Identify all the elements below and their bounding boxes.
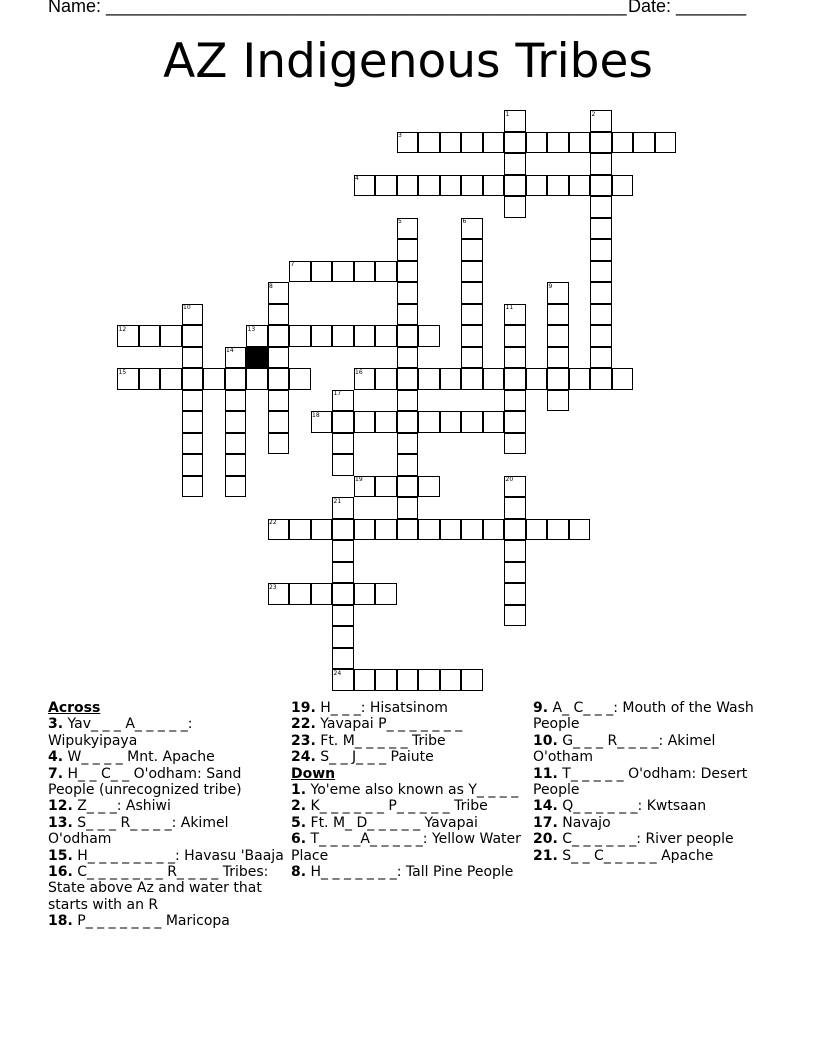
clue-text: C_ _ _ _ _ _ _ R_ _ _ _ Tribes: State above Az and water that starts with an R [48, 864, 269, 913]
grid-cell[interactable] [311, 261, 333, 283]
grid-cell[interactable] [569, 132, 591, 154]
clue-number: 6. [291, 831, 307, 848]
grid-cell[interactable] [526, 132, 548, 154]
grid-cell[interactable] [182, 347, 204, 369]
across-clue-7 [48, 766, 284, 799]
clue-text: W_ _ _ _ Mnt. Apache [63, 749, 215, 766]
grid-cell[interactable] [268, 347, 290, 369]
clue-number-11: 11 [505, 304, 514, 311]
clue-number-17: 17 [333, 390, 342, 397]
clue-text: Yavapai P_ _ _ _ _ _ _ [315, 716, 463, 733]
grid-cell[interactable] [332, 411, 354, 433]
grid-cell[interactable] [397, 433, 419, 455]
grid-cell[interactable] [246, 368, 268, 390]
across-clue-4 [48, 749, 284, 765]
grid-cell[interactable] [504, 562, 526, 584]
grid-cell[interactable] [397, 304, 419, 326]
grid-cell[interactable] [418, 325, 440, 347]
clue-number-7: 7 [290, 261, 295, 268]
grid-cell[interactable] [182, 433, 204, 455]
grid-cell[interactable] [590, 347, 612, 369]
clue-text: A_ C_ _ _: Mouth of the Wash People [533, 700, 754, 733]
grid-cell[interactable] [461, 411, 483, 433]
across-clue-15 [48, 848, 284, 864]
grid-cell[interactable] [182, 368, 204, 390]
grid-cell[interactable] [440, 368, 462, 390]
grid-cell[interactable] [354, 519, 376, 541]
clue-number-21: 21 [333, 497, 342, 505]
down-clue-9 [533, 700, 769, 733]
clue-number-8: 8 [269, 282, 273, 290]
grid-cell[interactable] [504, 583, 526, 605]
grid-cell[interactable] [440, 411, 462, 433]
grid-cell[interactable] [504, 325, 526, 347]
grid-cell[interactable] [418, 519, 440, 541]
grid-cell[interactable] [332, 454, 354, 476]
grid-cell[interactable] [397, 476, 419, 498]
grid-cell[interactable] [547, 325, 569, 347]
clue-number: 3. [48, 716, 64, 733]
grid-cell[interactable] [569, 368, 591, 390]
grid-cell[interactable] [225, 390, 247, 412]
grid-cell[interactable] [397, 325, 419, 347]
grid-cell[interactable] [289, 368, 311, 390]
clue-number-3: 3 [398, 132, 402, 139]
clue-number-19: 19 [355, 476, 363, 483]
clue-text: Q_ _ _ _ _ _: Kwtsaan [557, 798, 707, 815]
clue-text: Yo'eme also known as Y_ _ _ _ [306, 782, 519, 799]
grid-cell[interactable] [418, 175, 440, 197]
grid-cell[interactable] [504, 605, 526, 627]
down-clue-5 [291, 815, 527, 831]
grid-cell[interactable] [332, 540, 354, 562]
page-title: AZ Indigenous Tribes [163, 34, 653, 89]
grid-cell[interactable] [225, 433, 247, 455]
clue-number-18: 18 [312, 411, 320, 419]
grid-cell[interactable] [332, 626, 354, 648]
grid-cell[interactable] [182, 476, 204, 498]
clue-number: 20. [533, 831, 558, 848]
clue-text: Ft. M_ _ _ _ _ Tribe [315, 732, 446, 749]
clue-number-16: 16 [355, 368, 363, 376]
clue-text: K_ _ _ _ _ _ P_ _ _ _ _ Tribe [306, 798, 488, 815]
grid-cell[interactable] [375, 368, 397, 390]
grid-cell[interactable] [504, 347, 526, 369]
clue-text: S_ _ C_ _ _ _ _ Apache [557, 847, 714, 864]
grid-cell[interactable] [375, 583, 397, 605]
grid-cell[interactable] [397, 497, 419, 519]
grid-cell[interactable] [504, 153, 526, 175]
down-clue-1 [291, 782, 527, 798]
grid-cell[interactable] [397, 669, 419, 691]
clue-number-14: 14 [226, 347, 234, 354]
grid-cell[interactable] [354, 583, 376, 605]
grid-cell[interactable] [504, 196, 526, 218]
grid-cell[interactable] [504, 540, 526, 562]
grid-cell[interactable] [418, 476, 440, 498]
grid-cell[interactable] [461, 282, 483, 304]
clue-number-9: 9 [548, 282, 553, 290]
across-clue-3 [48, 716, 284, 749]
grid-cell[interactable] [461, 175, 483, 197]
grid-cell[interactable] [225, 368, 247, 390]
grid-cell[interactable] [397, 368, 419, 390]
grid-cell[interactable] [440, 669, 462, 691]
clue-number-6: 6 [462, 218, 467, 225]
grid-cell[interactable] [504, 368, 526, 390]
grid-cell[interactable] [182, 454, 204, 476]
across-clue-16 [48, 864, 284, 913]
clue-number-1: 1 [505, 110, 510, 118]
grid-cell[interactable] [160, 368, 182, 390]
down-clue-17 [533, 815, 769, 831]
across-clue-13 [48, 815, 284, 848]
clue-number: 7. [48, 765, 64, 782]
clue-text: Navajo [557, 814, 611, 831]
grid-cell[interactable] [225, 476, 247, 498]
grid-cell[interactable] [440, 175, 462, 197]
clue-number: 15. [48, 847, 73, 864]
grid-cell[interactable] [483, 368, 505, 390]
grid-cell[interactable] [268, 304, 290, 326]
clue-number-22: 22 [269, 519, 277, 526]
grid-cell[interactable] [311, 583, 333, 605]
grid-cell[interactable] [526, 175, 548, 197]
grid-cell[interactable] [139, 325, 161, 347]
grid-cell[interactable] [461, 325, 483, 347]
clue-number-15: 15 [118, 368, 127, 376]
clue-number: 17. [533, 814, 558, 831]
name-line[interactable]: Name: ____________________________________________________ [48, 0, 627, 16]
clues-column-2 [291, 700, 527, 880]
clue-text: S_ _ _ R_ _ _ _: Akimel O'odham [48, 814, 229, 848]
down-clue-8 [291, 864, 527, 880]
grid-cell[interactable] [590, 325, 612, 347]
grid-cell[interactable] [483, 519, 505, 541]
grid-cell[interactable] [354, 411, 376, 433]
grid-cell[interactable] [182, 390, 204, 412]
grid-cell[interactable] [526, 368, 548, 390]
grid-cell[interactable] [289, 325, 311, 347]
grid-cell[interactable] [311, 519, 333, 541]
clue-text: Ft. M_ D_ _ _ _ _ Yavapai [306, 814, 478, 831]
grid-cell[interactable] [182, 411, 204, 433]
grid-cell[interactable] [375, 175, 397, 197]
grid-cell[interactable] [461, 347, 483, 369]
grid-cell[interactable] [461, 669, 483, 691]
grid-cell[interactable] [504, 390, 526, 412]
grid-cell[interactable] [461, 132, 483, 154]
grid-cell[interactable] [375, 519, 397, 541]
clue-number: 8. [291, 864, 307, 881]
grid-cell[interactable] [332, 519, 354, 541]
grid-cell[interactable] [289, 519, 311, 541]
grid-cell[interactable] [397, 347, 419, 369]
grid-cell[interactable] [397, 519, 419, 541]
grid-cell[interactable] [590, 239, 612, 261]
down-clue-14 [533, 798, 769, 814]
clue-text: C_ _ _ _ _ _: River people [557, 831, 734, 848]
down-clue-2 [291, 798, 527, 814]
clue-number-4: 4 [355, 175, 359, 182]
grid-cell[interactable] [547, 347, 569, 369]
grid-cell[interactable] [504, 132, 526, 154]
clue-number: 22. [291, 716, 316, 733]
grid-cell[interactable] [440, 132, 462, 154]
clue-number-20: 20 [505, 476, 514, 483]
grid-cell[interactable] [461, 261, 483, 283]
down-clue-6 [291, 831, 527, 864]
clue-number-23: 23 [269, 583, 277, 591]
grid-cell[interactable] [418, 669, 440, 691]
across-clue-12 [48, 798, 284, 814]
grid-cell[interactable] [504, 411, 526, 433]
clue-number: 21. [533, 847, 558, 864]
grid-cell[interactable] [332, 648, 354, 670]
clue-number: 4. [48, 749, 64, 766]
grid-cell[interactable] [225, 454, 247, 476]
grid-cell[interactable] [590, 132, 612, 154]
grid-cell[interactable] [590, 368, 612, 390]
grid-cell[interactable] [160, 325, 182, 347]
grid-cell[interactable] [569, 175, 591, 197]
grid-cell[interactable] [418, 132, 440, 154]
grid-cell[interactable] [397, 261, 419, 283]
grid-cell[interactable] [311, 325, 333, 347]
date-line[interactable]: Date: _______ [628, 0, 747, 16]
across-clue-22 [291, 716, 527, 732]
clue-number-12: 12 [118, 325, 127, 333]
clue-number: 1. [291, 782, 307, 799]
grid-cell[interactable] [332, 325, 354, 347]
down-clue-10 [533, 733, 769, 766]
grid-cell[interactable] [354, 669, 376, 691]
clue-number: 16. [48, 864, 73, 881]
clue-number: 11. [533, 765, 558, 782]
clue-text: T_ _ _ _ _ O'odham: Desert People [533, 765, 748, 799]
clue-number-13: 13 [247, 325, 256, 333]
clue-number: 5. [291, 814, 307, 831]
clue-number: 19. [291, 700, 316, 716]
grid-cell[interactable] [397, 390, 419, 412]
grid-cell[interactable] [590, 304, 612, 326]
grid-cell[interactable] [547, 390, 569, 412]
clue-number: 13. [48, 814, 73, 831]
clue-text: H_ _ _ _ _ _ _: Tall Pine People [306, 864, 514, 881]
clue-text: Z_ _ _: Ashiwi [72, 798, 171, 815]
grid-cell[interactable] [332, 583, 354, 605]
grid-cell[interactable] [354, 261, 376, 283]
grid-cell[interactable] [547, 132, 569, 154]
grid-cell[interactable] [225, 411, 247, 433]
clue-number-10: 10 [183, 304, 191, 311]
clue-number: 2. [291, 798, 307, 815]
clue-number-2: 2 [591, 110, 596, 118]
clue-number: 24. [291, 749, 316, 766]
clue-text: S_ _ J_ _ _ Paiute [315, 749, 434, 766]
clue-number: 12. [48, 798, 73, 815]
grid-black-cell [246, 347, 268, 369]
grid-cell[interactable] [397, 175, 419, 197]
clue-text: P_ _ _ _ _ _ _ Maricopa [72, 913, 230, 930]
grid-cell[interactable] [397, 411, 419, 433]
clues-column-1 [48, 700, 284, 930]
grid-cell[interactable] [268, 433, 290, 455]
grid-cell[interactable] [268, 411, 290, 433]
grid-cell[interactable] [590, 153, 612, 175]
grid-cell[interactable] [633, 132, 655, 154]
grid-cell[interactable] [590, 196, 612, 218]
grid-cell[interactable] [332, 605, 354, 627]
clue-number: 18. [48, 913, 73, 930]
grid-cell[interactable] [332, 562, 354, 584]
grid-cell[interactable] [547, 175, 569, 197]
grid-cell[interactable] [397, 454, 419, 476]
clue-text: H_ _ _: Hisatsinom [315, 700, 448, 716]
clue-text: G_ _ _ R_ _ _ _: Akimel O'otham [533, 732, 716, 766]
across-heading: Across [48, 700, 101, 716]
clue-number-5: 5 [398, 218, 402, 225]
grid-cell[interactable] [526, 519, 548, 541]
down-heading: Down [291, 765, 336, 782]
clue-text: Yav_ _ _ A_ _ _ _ _: Wipukyipaya [48, 716, 193, 749]
down-clue-20 [533, 831, 769, 847]
grid-cell[interactable] [504, 519, 526, 541]
clue-number: 9. [533, 700, 549, 716]
clue-text: H_ _ _ _ _ _ _ _: Havasu 'Baaja [72, 847, 284, 864]
clues-column-3 [533, 700, 769, 864]
grid-cell[interactable] [547, 368, 569, 390]
grid-cell[interactable] [612, 132, 634, 154]
across-clue-24 [291, 749, 527, 765]
across-clue-19 [291, 700, 527, 716]
grid-cell[interactable] [375, 669, 397, 691]
clue-number: 23. [291, 732, 316, 749]
clue-number: 14. [533, 798, 558, 815]
grid-cell[interactable] [590, 218, 612, 240]
grid-cell[interactable] [547, 519, 569, 541]
grid-cell[interactable] [612, 368, 634, 390]
grid-cell[interactable] [139, 368, 161, 390]
grid-cell[interactable] [483, 132, 505, 154]
grid-cell[interactable] [375, 325, 397, 347]
grid-cell[interactable] [182, 325, 204, 347]
grid-cell[interactable] [590, 175, 612, 197]
grid-cell[interactable] [397, 282, 419, 304]
down-clue-11 [533, 766, 769, 799]
grid-cell[interactable] [655, 132, 677, 154]
grid-cell[interactable] [354, 325, 376, 347]
grid-cell[interactable] [461, 368, 483, 390]
grid-cell[interactable] [375, 476, 397, 498]
across-clue-23 [291, 733, 527, 749]
grid-cell[interactable] [590, 261, 612, 283]
grid-cell[interactable] [547, 304, 569, 326]
grid-cell[interactable] [397, 239, 419, 261]
grid-cell[interactable] [504, 175, 526, 197]
clue-text: H_ _ C_ _ O'odham: Sand People (unrecognized tribe) [48, 765, 242, 799]
clue-number: 10. [533, 732, 558, 749]
grid-cell[interactable] [504, 497, 526, 519]
grid-cell[interactable] [483, 411, 505, 433]
grid-cell[interactable] [289, 583, 311, 605]
grid-cell[interactable] [590, 282, 612, 304]
grid-cell[interactable] [461, 239, 483, 261]
grid-cell[interactable] [203, 368, 225, 390]
grid-cell[interactable] [440, 519, 462, 541]
grid-cell[interactable] [612, 175, 634, 197]
grid-cell[interactable] [461, 519, 483, 541]
grid-cell[interactable] [569, 519, 591, 541]
grid-cell[interactable] [375, 411, 397, 433]
down-clue-21 [533, 848, 769, 864]
grid-cell[interactable] [268, 368, 290, 390]
grid-cell[interactable] [332, 261, 354, 283]
grid-cell[interactable] [483, 175, 505, 197]
grid-cell[interactable] [375, 261, 397, 283]
grid-cell[interactable] [418, 368, 440, 390]
grid-cell[interactable] [461, 304, 483, 326]
grid-cell[interactable] [268, 390, 290, 412]
clue-text: T_ _ _ _A_ _ _ _ _: Yellow Water Place [291, 831, 521, 864]
grid-cell[interactable] [332, 433, 354, 455]
grid-cell[interactable] [418, 411, 440, 433]
across-clue-18 [48, 913, 284, 929]
clue-number-24: 24 [333, 669, 342, 677]
grid-cell[interactable] [268, 325, 290, 347]
grid-cell[interactable] [504, 433, 526, 455]
